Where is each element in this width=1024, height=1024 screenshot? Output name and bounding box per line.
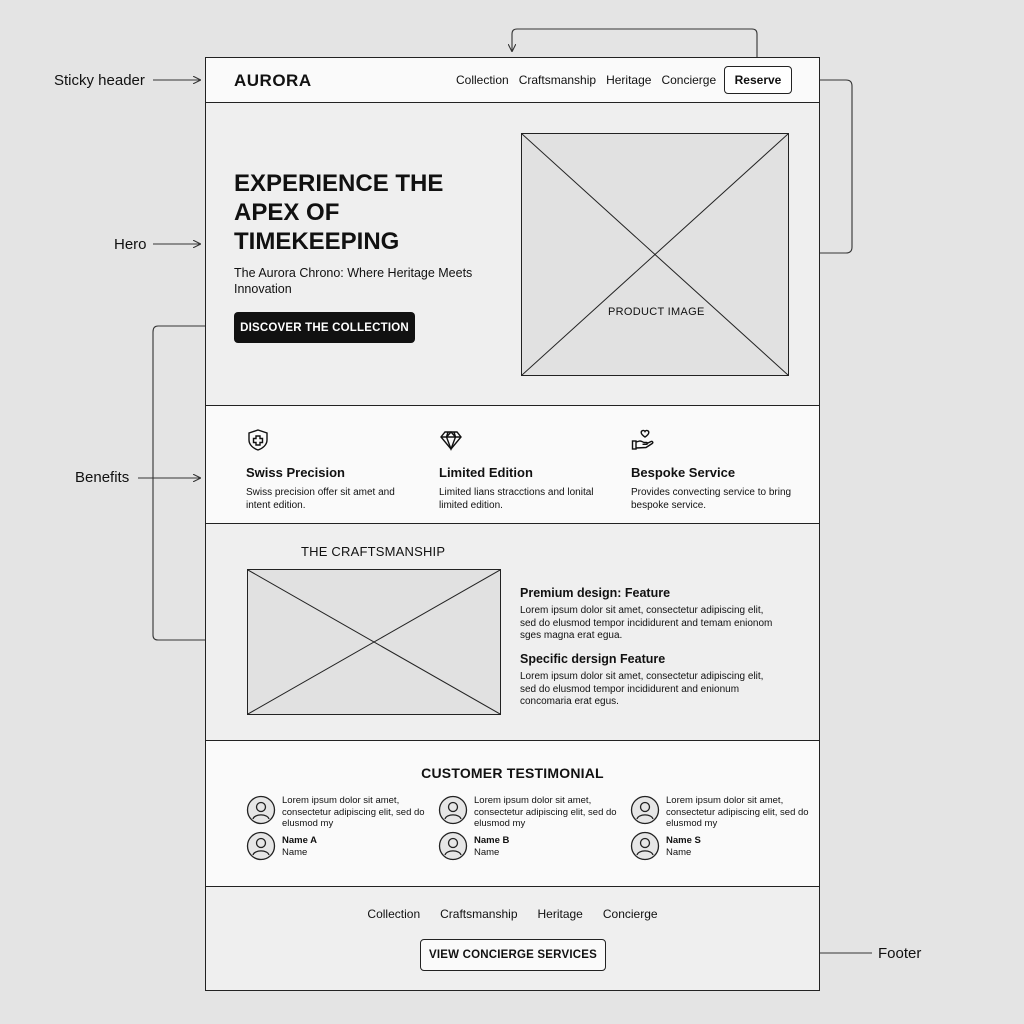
author-role: Name (666, 847, 692, 858)
hero-title-line: EXPERIENCE THE (234, 170, 444, 197)
hero-title-line: TIMEKEEPING (234, 228, 400, 255)
logo[interactable]: AURORA (234, 71, 312, 90)
placeholder-cross (522, 134, 788, 375)
footer-link-heritage[interactable]: Heritage (537, 907, 583, 921)
product-image-label: PRODUCT IMAGE (608, 306, 705, 318)
footer-annotation: Footer (878, 945, 922, 962)
benefit-item (246, 428, 416, 512)
author-name: Name S (666, 835, 701, 846)
avatar-icon (630, 831, 660, 861)
page-wireframe (205, 57, 820, 991)
nav-item-craftsmanship[interactable]: Craftsmanship (518, 73, 597, 87)
placeholder-cross (248, 570, 500, 714)
shield-plus-icon (246, 428, 270, 452)
benefits-section (206, 406, 819, 524)
testimonials-section (206, 741, 819, 887)
testimonial-quote: Lorem ipsum dolor sit amet, consectetur adipiscing elit, sed do elusmod my (474, 795, 617, 829)
avatar-icon (438, 831, 468, 861)
craftsmanship-image-placeholder (247, 569, 501, 715)
footer-link-concierge[interactable]: Concierge (602, 907, 658, 921)
benefit-description: Swiss precision offer sit amet and intent edition. (246, 487, 395, 511)
feature-title: Specific dersign Feature (520, 652, 666, 666)
sticky-header-annotation: Sticky header (54, 72, 145, 89)
benefits-annotation: Benefits (75, 469, 130, 486)
author-role: Name (282, 847, 308, 858)
hero-title-line: APEX OF (234, 199, 340, 226)
benefit-description: Limited lians stracctions and lonital limited edition. (439, 487, 594, 511)
testimonial-author (282, 835, 317, 859)
testimonial-quote: Lorem ipsum dolor sit amet, consectetur adipiscing elit, sed do elusmod my (282, 795, 425, 829)
reserve-button[interactable]: Reserve (724, 66, 792, 94)
product-image-placeholder (521, 133, 789, 376)
hero-annotation: Hero (114, 236, 147, 253)
view-concierge-services-button[interactable]: VIEW CONCIERGE SERVICES (420, 939, 606, 971)
avatar-icon (246, 831, 276, 861)
nav-item-collection[interactable]: Collection (456, 73, 509, 87)
feature-item (520, 586, 780, 643)
feature-item (520, 652, 780, 709)
testimonials-title: CUSTOMER TESTIMONIAL (421, 765, 604, 781)
benefit-item (439, 428, 609, 512)
testimonial-author (666, 835, 701, 859)
benefit-title: Limited Edition (439, 465, 533, 480)
footer-link-collection[interactable]: Collection (367, 907, 421, 921)
author-name: Name A (282, 835, 318, 846)
feature-title: Premium design: Feature (520, 586, 671, 600)
diamond-icon (439, 428, 463, 452)
benefit-description: Provides convecting service to bring bespoke service. (631, 487, 792, 511)
discover-collection-button[interactable]: DISCOVER THE COLLECTION (234, 312, 415, 343)
header-nav (456, 73, 716, 87)
hero-section (206, 103, 819, 406)
footer-nav (206, 907, 819, 921)
benefit-title: Swiss Precision (246, 465, 345, 480)
hero-title (234, 169, 504, 256)
author-role: Name (474, 847, 500, 858)
feature-description: Lorem ipsum dolor sit amet, consectetur adipiscing elit, sed do elusmod tempor incididurent and temam enionom sges magna erat egua. (520, 605, 773, 641)
hero-subtitle: The Aurora Chrono: Where Heritage Meets Innovation (234, 266, 473, 296)
testimonial-author (474, 835, 509, 859)
avatar-icon (630, 795, 660, 825)
heart-hand-icon (631, 428, 655, 452)
craftsmanship-title: THE CRAFTSMANSHIP (301, 544, 446, 559)
nav-item-heritage[interactable]: Heritage (606, 73, 652, 87)
benefit-title: Bespoke Service (631, 465, 736, 480)
craftsmanship-section (206, 524, 819, 741)
footer-section (206, 887, 819, 990)
footer-link-craftsmanship[interactable]: Craftsmanship (440, 907, 518, 921)
benefit-item (631, 428, 801, 512)
sticky-header (206, 58, 819, 103)
author-name: Name B (474, 835, 510, 846)
testimonial-quote: Lorem ipsum dolor sit amet, consectetur adipiscing elit, sed do elusmod my (666, 795, 809, 829)
avatar-icon (246, 795, 276, 825)
feature-description: Lorem ipsum dolor sit amet, consectetur adipiscing elit, sed do elusmod tempor incididurent and enionum concomaria erat egus. (520, 671, 764, 707)
nav-item-concierge[interactable]: Concierge (661, 73, 717, 87)
avatar-icon (438, 795, 468, 825)
